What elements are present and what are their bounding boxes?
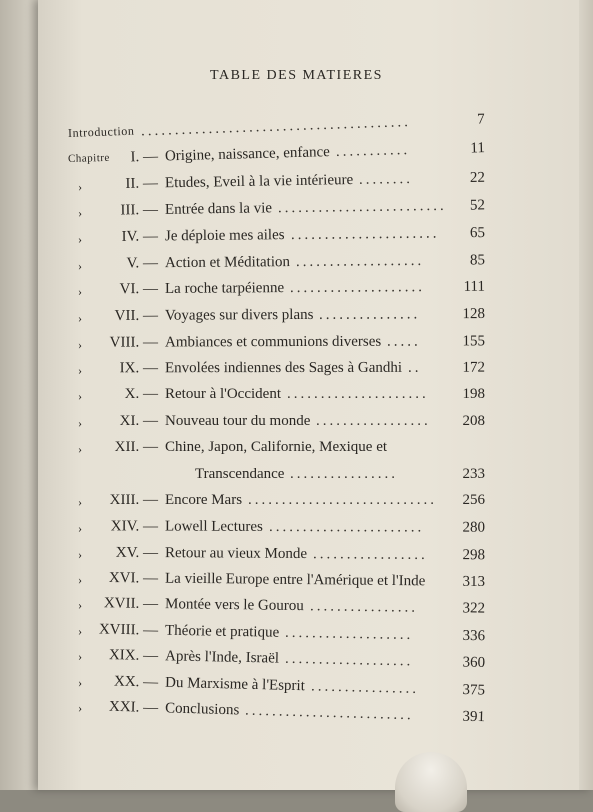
- toc-title: TABLE DES MATIERES: [0, 68, 593, 84]
- chapter-numeral: XIX. —: [109, 647, 159, 665]
- chapter-title: Ambiances et communions diverses: [165, 334, 381, 352]
- toc-dots: ................: [290, 466, 453, 483]
- toc-dots: .......................: [269, 519, 453, 537]
- chapter-title: Lowell Lectures: [165, 519, 263, 536]
- chapter-title: Voyages sur divers plans: [165, 307, 314, 325]
- chapter-title: Transcendance: [195, 466, 284, 483]
- toc-row: [0, 333, 593, 357]
- toc-dots: ...........: [336, 141, 453, 161]
- chapter-title: Envolées indiennes des Sages à Gandhi: [165, 360, 402, 377]
- page-number: 172: [462, 360, 485, 377]
- toc-dots: .....................: [287, 386, 453, 403]
- page-number: 85: [470, 252, 485, 269]
- chapter-title: La vieille Europe entre l'Amérique et l'Inde: [165, 571, 425, 591]
- ditto-marker: ›: [78, 206, 82, 221]
- toc-dots: ...............: [319, 306, 453, 324]
- toc-row: [0, 466, 593, 488]
- ditto-marker: ›: [78, 598, 82, 613]
- toc-dots: ..: [408, 360, 453, 377]
- ditto-marker: ›: [78, 259, 82, 274]
- toc-dots: .................: [316, 413, 453, 430]
- toc-dots: ...................: [285, 651, 453, 672]
- toc-row: [0, 439, 593, 461]
- toc-row: [0, 492, 593, 514]
- ditto-marker: ›: [78, 573, 82, 588]
- toc-row: [0, 278, 593, 304]
- chapter-title: Entrée dans la vie: [165, 200, 272, 218]
- page-number: 128: [462, 306, 485, 323]
- chapter-title: Retour au vieux Monde: [165, 545, 307, 563]
- chapter-title: Action et Méditation: [165, 254, 290, 272]
- page-number: 155: [462, 333, 485, 350]
- chapter-numeral: XVIII. —: [99, 622, 158, 640]
- chapter-numeral: VI. —: [120, 281, 158, 298]
- toc-dots: ................: [311, 678, 453, 698]
- ditto-marker: ›: [78, 442, 82, 457]
- page-number: 208: [463, 413, 486, 430]
- ditto-marker: ›: [78, 338, 82, 353]
- ditto-marker: ›: [78, 232, 82, 247]
- chapter-numeral: XX. —: [114, 674, 159, 692]
- ditto-marker: ›: [78, 676, 82, 691]
- toc-dots: .................: [313, 546, 453, 564]
- ditto-marker: ›: [78, 624, 82, 639]
- chapter-numeral: XV. —: [116, 545, 158, 562]
- page-number: 391: [462, 709, 485, 727]
- chapter-numeral: XII. —: [115, 439, 158, 456]
- toc-dots: .........................: [245, 703, 453, 726]
- chapter-title: La roche tarpéienne: [165, 280, 284, 298]
- toc-dots: ........: [359, 170, 453, 189]
- ditto-marker: ›: [78, 416, 82, 431]
- chapter-title: Retour à l'Occident: [165, 386, 281, 403]
- page-number: 298: [462, 547, 485, 564]
- toc-row: [0, 413, 593, 435]
- chapter-title: Nouveau tour du monde: [165, 413, 310, 430]
- chapter-numeral: I. —: [130, 149, 158, 167]
- ditto-marker: ›: [78, 495, 82, 510]
- toc-row: [0, 544, 593, 570]
- chapter-numeral: II. —: [125, 175, 158, 193]
- ditto-marker: ›: [78, 649, 82, 664]
- page-number: 256: [463, 492, 486, 509]
- chapter-numeral: IV. —: [121, 228, 158, 245]
- page-number: 280: [462, 520, 485, 537]
- intro-label: Introduction: [68, 124, 135, 141]
- chapter-numeral: V. —: [127, 255, 159, 272]
- ditto-marker: ›: [78, 389, 82, 404]
- toc-dots: ...................: [285, 625, 453, 645]
- chapter-numeral: X. —: [125, 386, 158, 403]
- ditto-marker: ›: [78, 311, 82, 326]
- chapter-numeral: XIV. —: [111, 518, 158, 535]
- ditto-marker: ›: [78, 363, 82, 378]
- ditto-marker: ›: [78, 521, 82, 536]
- page-number: 360: [462, 654, 485, 671]
- ditto-marker: ›: [78, 701, 82, 716]
- toc-row: [0, 359, 593, 382]
- page-number: 111: [464, 279, 486, 296]
- chapter-numeral: XXI. —: [109, 699, 159, 717]
- toc-dots: ........................................: [141, 113, 453, 141]
- toc-dots: ...................: [296, 253, 453, 271]
- chapter-prefix: Chapitre: [68, 152, 110, 165]
- chapter-title: Je déploie mes ailes: [165, 227, 285, 245]
- chapter-title: Encore Mars: [165, 492, 242, 509]
- toc-dots: .....: [387, 333, 453, 350]
- chapter-numeral: IX. —: [120, 360, 158, 377]
- page-number: 52: [470, 197, 485, 214]
- ditto-marker: ›: [78, 180, 82, 195]
- page-number: 11: [470, 140, 485, 157]
- toc-dots: ............................: [248, 492, 453, 509]
- chapter-numeral: XIII. —: [110, 492, 158, 509]
- chapter-numeral: VII. —: [115, 308, 158, 325]
- chapter-title: Théorie et pratique: [165, 623, 279, 642]
- chapter-numeral: XVII. —: [104, 595, 158, 613]
- chapter-title: Conclusions: [165, 700, 240, 719]
- ditto-marker: ›: [78, 547, 82, 562]
- chapter-title: Origine, naissance, enfance: [165, 144, 330, 165]
- chapter-numeral: VIII. —: [110, 334, 158, 351]
- chapter-title: Du Marxisme à l'Esprit: [165, 675, 305, 695]
- ditto-marker: ›: [78, 284, 82, 299]
- toc-dots: ................: [310, 598, 453, 617]
- page-number: 65: [470, 225, 485, 242]
- page-number: 198: [463, 386, 486, 403]
- chapter-title: Montée vers le Gourou: [165, 596, 304, 615]
- toc-dots: ....................: [290, 279, 453, 297]
- chapter-numeral: III. —: [120, 202, 158, 220]
- chapter-title: Etudes, Eveil à la vie intérieure: [165, 172, 354, 192]
- toc-row: [0, 518, 593, 542]
- page-number: 7: [477, 111, 485, 128]
- chapter-title: Après l'Inde, Israël: [165, 648, 279, 667]
- page-number: 233: [463, 466, 486, 483]
- chapter-title: Chine, Japon, Californie, Mexique et: [165, 439, 387, 456]
- toc-dots: ......................: [291, 225, 453, 244]
- page-number: 336: [462, 628, 485, 645]
- page-number: 313: [462, 574, 485, 591]
- chapter-numeral: XI. —: [120, 413, 158, 430]
- chapter-numeral: XVI. —: [109, 570, 158, 588]
- page-number: 375: [462, 682, 485, 700]
- toc-row: [0, 305, 593, 330]
- page-number: 22: [470, 170, 485, 187]
- toc-dots: .........................: [278, 198, 453, 217]
- toc-row: [0, 386, 593, 408]
- page-number: 322: [462, 600, 485, 617]
